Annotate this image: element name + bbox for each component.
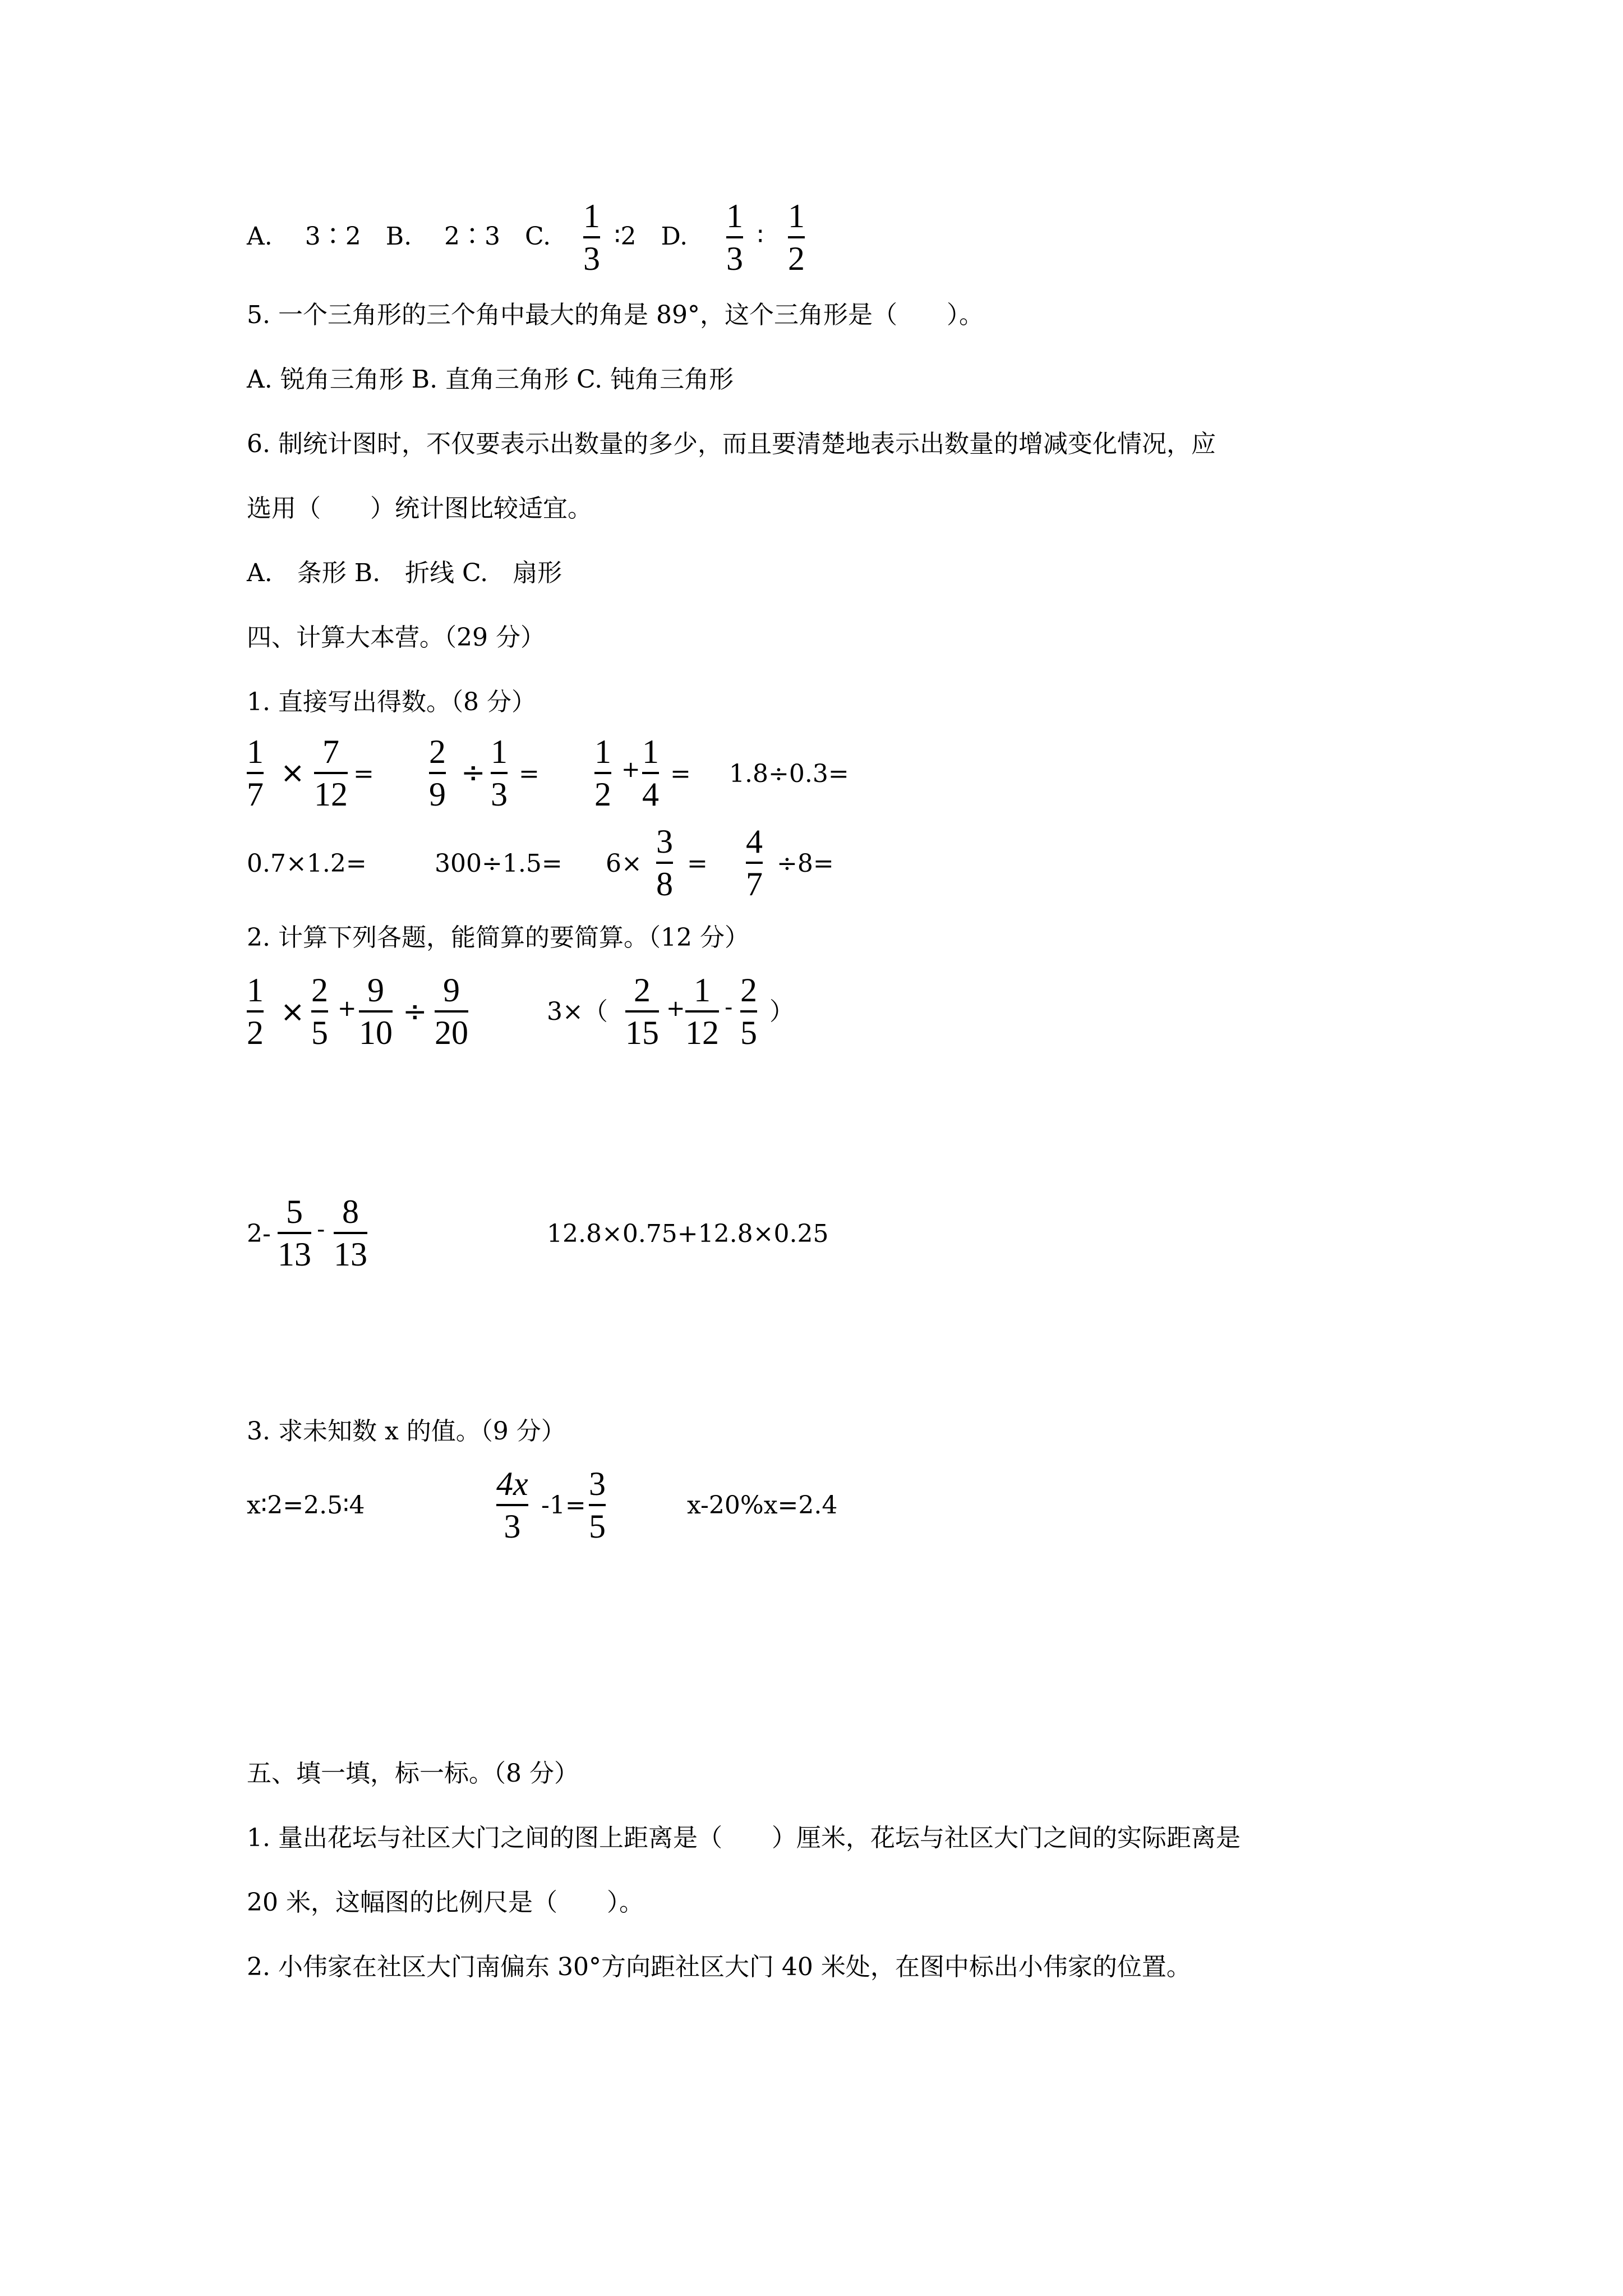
fraction-bar <box>311 1010 328 1013</box>
p2-e2-suffix: ） <box>769 997 794 1026</box>
p1-r1-frac-2 <box>314 735 348 811</box>
fraction-denominator: 3 <box>504 1508 521 1545</box>
fraction-bar <box>746 862 763 864</box>
p3-e2-frac-1 <box>496 1467 528 1543</box>
minus-sign: - <box>317 1217 325 1243</box>
p2-e1-frac-3 <box>359 973 393 1050</box>
fraction-bar <box>496 1504 528 1506</box>
q4-options-ab: A. 3∶2 B. 2∶3 C. <box>247 222 551 251</box>
fraction-bar <box>589 1504 606 1506</box>
q6-options: A. 条形 B. 折线 C. 扇形 <box>247 559 562 587</box>
p1-r2-frac-1 <box>656 825 673 901</box>
fraction-numerator: 8 <box>342 1193 359 1230</box>
fraction-bar <box>429 772 446 774</box>
fraction-bar <box>788 236 805 238</box>
fraction-numerator: 3 <box>589 1465 606 1502</box>
p2-e3-prefix: 2- <box>247 1220 271 1248</box>
p2-e3-frac-2 <box>334 1195 367 1271</box>
fraction-numerator: 1 <box>583 197 600 234</box>
plus-sign: + <box>666 996 685 1022</box>
fraction-numerator: 4 <box>746 823 763 860</box>
p1-r1-frac-5 <box>594 735 611 811</box>
fraction-denominator: 2 <box>788 240 805 277</box>
fraction-bar <box>685 1010 719 1013</box>
q4-option-d-fraction-1 <box>726 199 743 275</box>
fraction-numerator: 3 <box>656 823 673 860</box>
fraction-bar <box>314 772 348 774</box>
fraction-denominator: 3 <box>491 776 508 813</box>
plus-sign: + <box>621 757 640 783</box>
p2-e1-frac-4 <box>435 973 468 1050</box>
fraction-denominator: 4 <box>642 776 659 813</box>
p2-e1-frac-2 <box>311 973 328 1050</box>
plus-sign: + <box>338 996 357 1022</box>
fraction-numerator: 2 <box>311 972 328 1009</box>
equals-sign: = <box>519 760 540 788</box>
p3-e2-frac-2 <box>589 1467 606 1543</box>
fraction-denominator: 10 <box>359 1014 393 1051</box>
fraction-denominator: 9 <box>429 776 446 813</box>
fraction-denominator: 20 <box>435 1014 468 1051</box>
fraction-numerator: 9 <box>367 972 384 1009</box>
p3-equation-3: x-20%x=2.4 <box>687 1491 838 1520</box>
p1-r2-frac-2 <box>746 825 763 901</box>
fraction-denominator: 3 <box>726 240 743 277</box>
p1-r2-expr-2: 300÷1.5= <box>435 849 562 878</box>
fraction-bar <box>594 772 611 774</box>
p1-r2-expr-1: 0.7×1.2= <box>247 849 367 878</box>
p3-e2-middle: -1= <box>541 1491 586 1520</box>
fraction-denominator: 12 <box>685 1014 719 1051</box>
fraction-denominator: 7 <box>746 866 763 903</box>
fraction-denominator: 5 <box>740 1014 757 1051</box>
q5-options: A. 锐角三角形 B. 直角三角形 C. 钝角三角形 <box>247 365 734 394</box>
fraction-bar <box>359 1010 393 1013</box>
fraction-numerator: 1 <box>491 733 508 770</box>
p1-r2-expr-3-prefix: 6× <box>606 849 642 878</box>
equals-sign: = <box>353 760 374 788</box>
fraction-bar <box>278 1232 311 1234</box>
fraction-numerator: 1 <box>594 733 611 770</box>
equals-sign: = <box>670 760 691 788</box>
fraction-numerator: 2 <box>429 733 446 770</box>
fraction-numerator: 9 <box>443 972 460 1009</box>
section4-part2-title: 2. 计算下列各题，能简算的要简算。（12 分） <box>247 923 749 952</box>
q6-text-line1: 6. 制统计图时，不仅要表示出数量的多少，而且要清楚地表示出数量的增减变化情况，应 <box>247 430 1216 458</box>
fraction-numerator: 1 <box>247 733 264 770</box>
fraction-denominator: 13 <box>334 1236 367 1273</box>
section4-part1-title: 1. 直接写出得数。（8 分） <box>247 688 536 716</box>
fraction-numerator: 2 <box>740 972 757 1009</box>
divide-sign: ÷ <box>461 756 486 790</box>
p1-r1-frac-4 <box>491 735 508 811</box>
fraction-bar <box>625 1010 659 1013</box>
fraction-bar <box>435 1010 468 1013</box>
fraction-denominator: 7 <box>247 776 264 813</box>
fraction-denominator: 8 <box>656 866 673 903</box>
fraction-bar <box>334 1232 367 1234</box>
fraction-numerator: 5 <box>286 1193 303 1230</box>
fraction-numerator: 1 <box>788 197 805 234</box>
p2-e3-frac-1 <box>278 1195 311 1271</box>
q4-option-d-colon: ∶ <box>757 222 764 251</box>
fraction-numerator: 7 <box>322 733 339 770</box>
fraction-denominator: 3 <box>583 240 600 277</box>
p1-r2-expr-4-suffix: ÷8= <box>777 849 834 878</box>
p1-r1-frac-6 <box>642 735 659 811</box>
fraction-numerator: 1 <box>726 197 743 234</box>
fraction-denominator: 5 <box>311 1014 328 1051</box>
fraction-denominator: 2 <box>247 1014 264 1051</box>
p2-e1-frac-1 <box>247 973 264 1050</box>
fraction-denominator: 15 <box>625 1014 659 1051</box>
fraction-bar <box>247 1010 264 1013</box>
times-sign: × <box>280 995 305 1029</box>
section5-q1-line1: 1. 量出花坛与社区大门之间的图上距离是（ ）厘米，花坛与社区大门之间的实际距离是 <box>247 1824 1241 1852</box>
fraction-bar <box>726 236 743 238</box>
q4-option-c-fraction <box>583 199 600 275</box>
p1-r1-frac-3 <box>429 735 446 811</box>
fraction-bar <box>656 862 673 864</box>
section4-title: 四、计算大本营。（29 分） <box>247 623 545 652</box>
fraction-bar <box>583 236 600 238</box>
minus-sign: - <box>725 995 733 1020</box>
section4-part3-title: 3. 求未知数 x 的值。（9 分） <box>247 1417 566 1446</box>
section5-title: 五、填一填，标一标。（8 分） <box>247 1759 579 1788</box>
equals-sign: = <box>687 849 708 878</box>
section5-q1-line2: 20 米，这幅图的比例尺是（ ）。 <box>247 1888 644 1917</box>
fraction-denominator: 2 <box>594 776 611 813</box>
p1-r1-frac-1 <box>247 735 264 811</box>
fraction-bar <box>247 772 264 774</box>
fraction-denominator: 13 <box>278 1236 311 1273</box>
q6-text-line2: 选用（ ）统计图比较适宜。 <box>247 494 592 523</box>
fraction-numerator: 1 <box>642 733 659 770</box>
fraction-numerator: 2 <box>634 972 651 1009</box>
p2-e2-frac-3 <box>740 973 757 1050</box>
q4-option-c-suffix: ∶2 D. <box>614 222 688 251</box>
q4-option-d-fraction-2 <box>788 199 805 275</box>
fraction-numerator: 1 <box>694 972 711 1009</box>
fraction-bar <box>642 772 659 774</box>
fraction-bar <box>491 772 508 774</box>
fraction-bar <box>740 1010 757 1013</box>
fraction-numerator: 4x <box>496 1465 528 1502</box>
fraction-denominator: 5 <box>589 1508 606 1545</box>
p2-e4: 12.8×0.75+12.8×0.25 <box>547 1220 829 1248</box>
p3-equation-1: x∶2=2.5∶4 <box>247 1491 365 1520</box>
q5-text: 5. 一个三角形的三个角中最大的角是 89°，这个三角形是（ ）。 <box>247 301 984 329</box>
p2-e2-frac-1 <box>625 973 659 1050</box>
fraction-numerator: 1 <box>247 972 264 1009</box>
divide-sign: ÷ <box>403 995 427 1029</box>
times-sign: × <box>280 756 305 790</box>
section5-q2: 2. 小伟家在社区大门南偏东 30°方向距社区大门 40 米处，在图中标出小伟家的位置。 <box>247 1953 1191 1981</box>
p1-r1-expr-4: 1.8÷0.3= <box>729 760 849 788</box>
p2-e2-prefix: 3×（ <box>547 997 608 1026</box>
fraction-denominator: 12 <box>314 776 348 813</box>
p2-e2-frac-2 <box>685 973 719 1050</box>
